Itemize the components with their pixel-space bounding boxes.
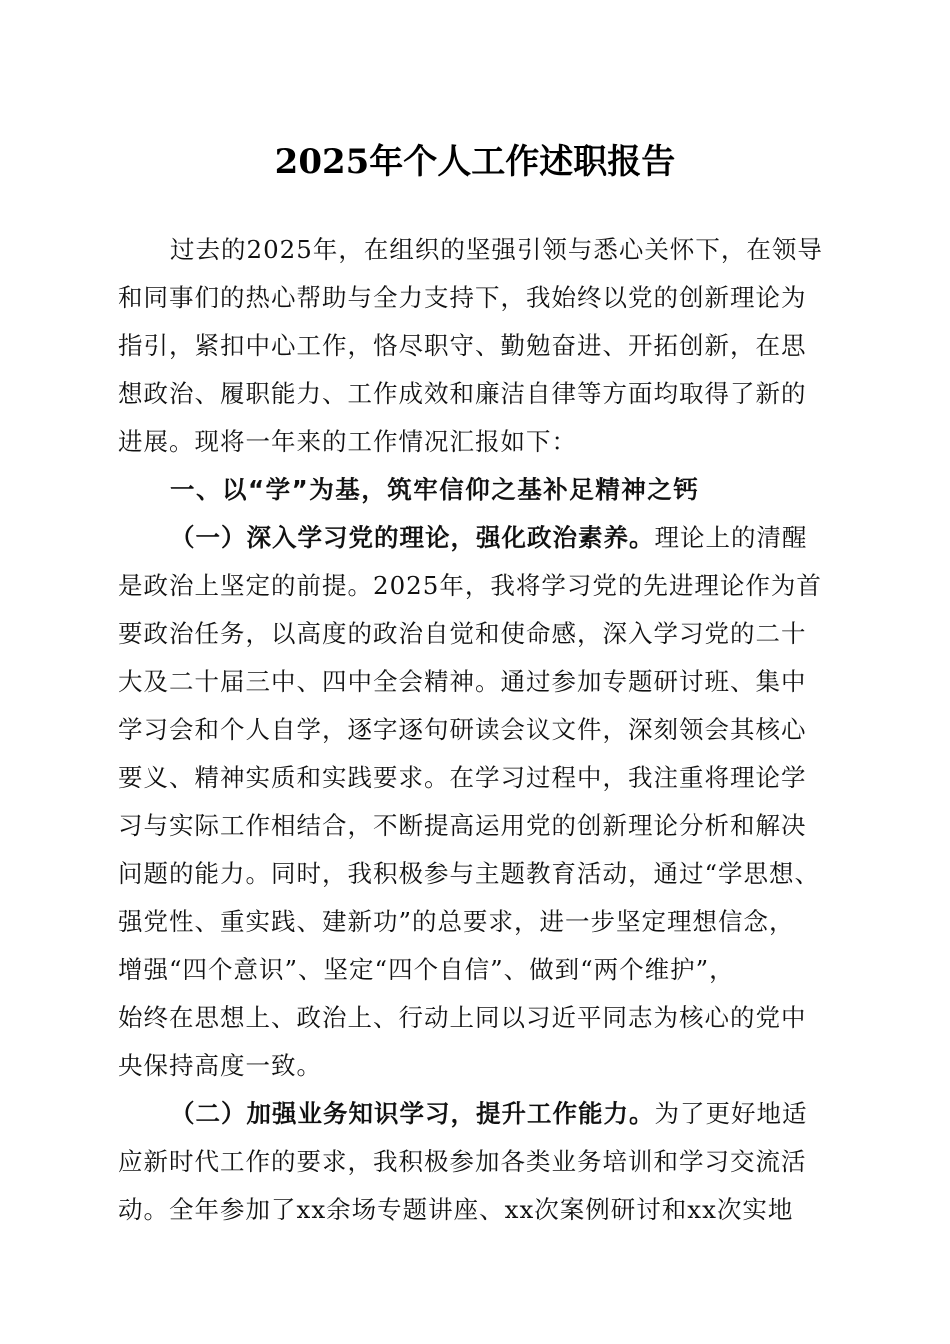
body-line: 习与实际工作相结合，不断提高运用党的创新理论分析和解决 [118, 811, 807, 840]
subsection-text: 理论上的清醒 [654, 523, 808, 552]
subsection-first-line [170, 1090, 838, 1138]
body-line: 强党性、重实践、建新功”的总要求，进一步坚定理想信念， [118, 907, 795, 936]
body-line: 大及二十届三中、四中全会精神。通过参加专题研讨班、集中 [118, 667, 807, 696]
body-line: 问题的能力。同时，我积极参与主题教育活动，通过“学思想、 [118, 859, 821, 888]
body-line: 央保持高度一致。 [118, 1051, 322, 1080]
intro-line: 指引，紧扣中心工作，恪尽职守、勤勉奋进、开拓创新，在思 [118, 331, 807, 360]
intro-line: 过去的2025年，在组织的坚强引领与悉心关怀下，在领导 [170, 235, 823, 264]
subsection-text: 为了更好地适 [654, 1099, 808, 1128]
body-line: 应新时代工作的要求，我积极参加各类业务培训和学习交流活 [118, 1147, 807, 1176]
subsection-lead: （二）加强业务知识学习，提升工作能力。 [170, 1099, 655, 1128]
body-line: 增强“四个意识”、坚定“四个自信”、做到“两个维护”， [118, 955, 735, 984]
body-line: 要政治任务，以高度的政治自觉和使命感，深入学习党的二十 [118, 619, 807, 648]
body-line: 始终在思想上、政治上、行动上同以习近平同志为核心的党中 [118, 1003, 807, 1032]
body-line: 学习会和个人自学，逐字逐句研读会议文件，深刻领会其核心 [118, 715, 807, 744]
intro-line: 想政治、履职能力、工作成效和廉洁自律等方面均取得了新的 [118, 379, 807, 408]
intro-line: 和同事们的热心帮助与全力支持下，我始终以党的创新理论为 [118, 283, 807, 312]
intro-line: 进展。现将一年来的工作情况汇报如下： [118, 427, 577, 456]
body-line: 要义、精神实质和实践要求。在学习过程中，我注重将理论学 [118, 763, 807, 792]
subsection-first-line [170, 514, 838, 562]
body-line: 动。全年参加了xx余场专题讲座、xx次案例研讨和xx次实地 [118, 1195, 794, 1224]
section-heading: 一、以“学”为基，筑牢信仰之基补足精神之钙 [170, 475, 700, 504]
page-title: 2025年个人工作述职报告 [274, 142, 676, 182]
subsection-lead: （一）深入学习党的理论，强化政治素养。 [170, 523, 655, 552]
body-line: 是政治上坚定的前提。2025年，我将学习党的先进理论作为首 [118, 571, 822, 600]
